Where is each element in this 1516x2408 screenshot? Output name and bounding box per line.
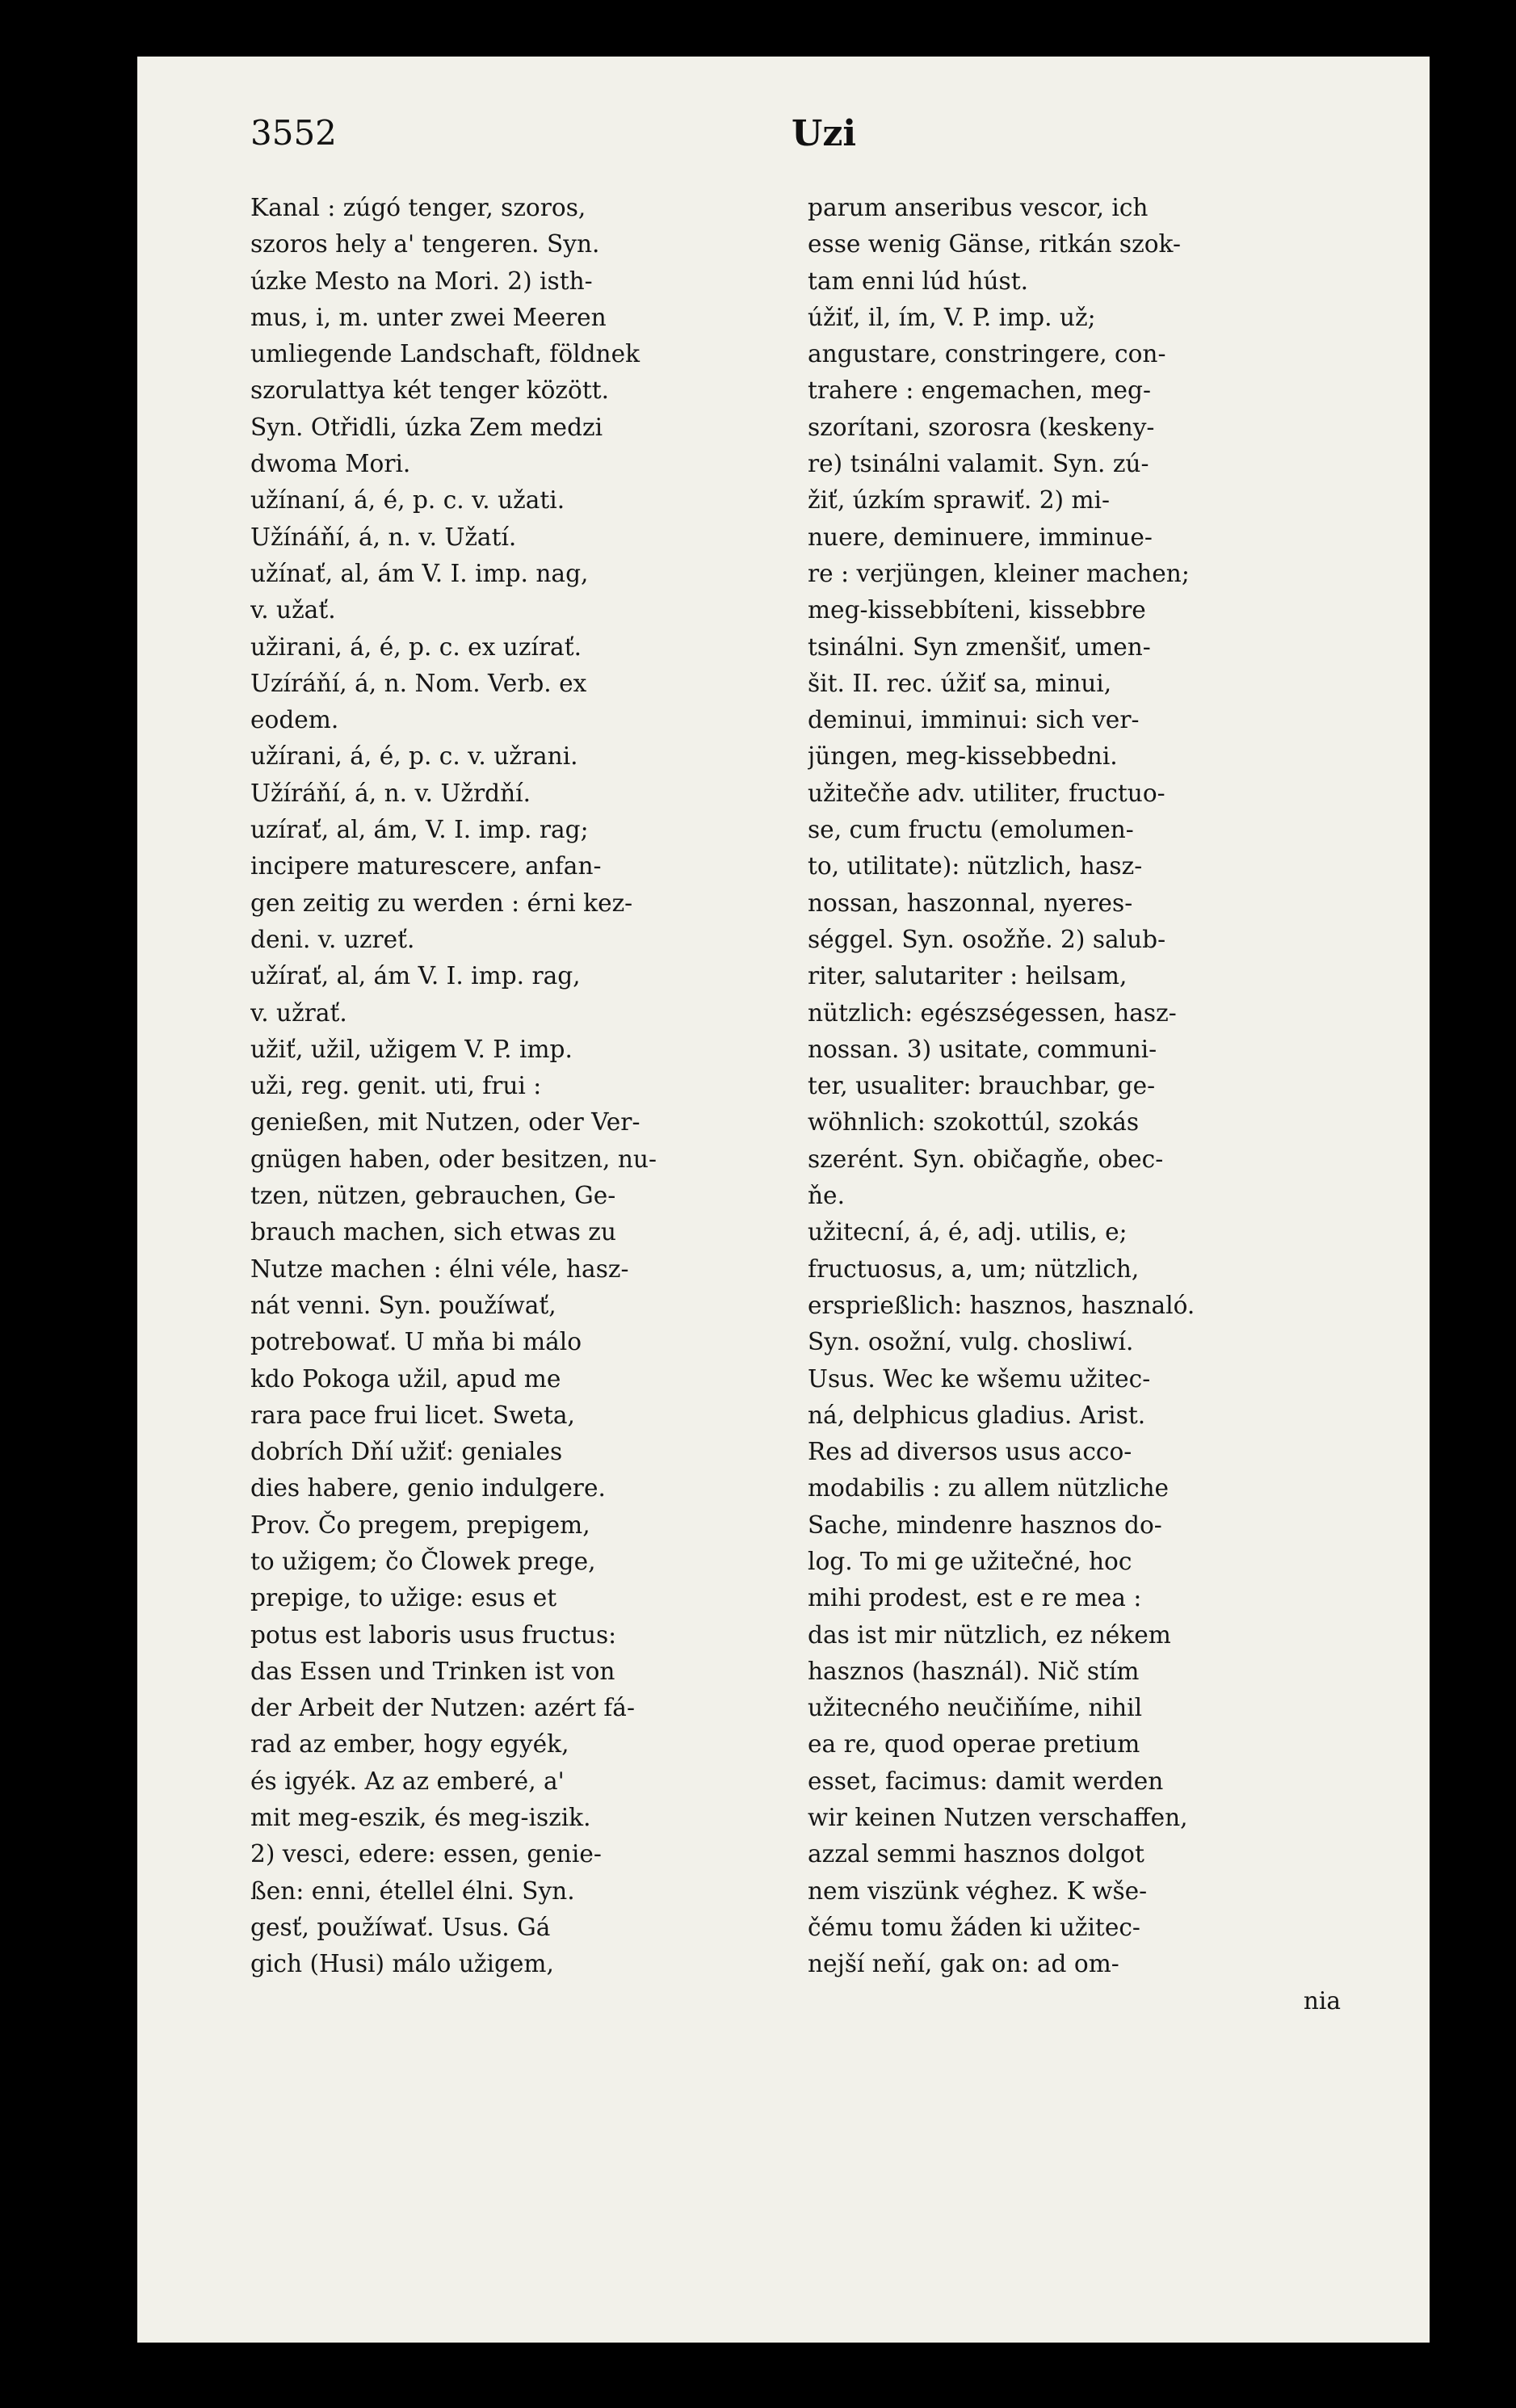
left-column-line: gesť, použíwať. Usus. Gá <box>250 1913 551 1941</box>
right-column-line: nejší neňí, gak on: ad om- <box>808 1950 1119 1978</box>
right-column-line: fructuosus, a, um; nützlich, <box>808 1254 1140 1283</box>
right-column-line: azzal semmi hasznos dolgot <box>808 1840 1144 1868</box>
left-column-line: der Arbeit der Nutzen: azért fá- <box>250 1694 635 1722</box>
left-column-line: Prov. Čo pregem, prepigem, <box>250 1511 590 1539</box>
left-column-line: Uzíráňí, á, n. Nom. Verb. ex <box>250 669 587 697</box>
left-column-line: gen zeitig zu werden : érni kez- <box>250 889 633 917</box>
right-column-line: esset, facimus: damit werden <box>808 1767 1164 1795</box>
right-column-line: mihi prodest, est e re mea : <box>808 1584 1142 1612</box>
right-column-line: šit. II. rec. úžiť sa, minui, <box>808 669 1112 697</box>
right-column-line: Syn. osožní, vulg. chosliwí. <box>808 1328 1134 1356</box>
right-column-line: ter, usualiter: brauchbar, ge- <box>808 1072 1156 1100</box>
right-column-line: hasznos (használ). Nič stím <box>808 1657 1140 1685</box>
right-column-line: meg-kissebbíteni, kissebbre <box>808 596 1146 624</box>
left-column-line: és igyék. Az az emberé, a' <box>250 1767 565 1795</box>
left-column-line: užínaní, á, é, p. c. v. užati. <box>250 486 565 515</box>
right-column-line: re : verjüngen, kleiner machen; <box>808 559 1190 587</box>
running-head <box>250 113 1317 162</box>
right-column-line: tsinálni. Syn zmenšiť, umen- <box>808 632 1151 661</box>
right-column-line: esse wenig Gänse, ritkán szok- <box>808 230 1181 258</box>
right-column-line: szerént. Syn. običagňe, obec- <box>808 1145 1164 1173</box>
right-column-line: ňe. <box>808 1182 845 1210</box>
left-column-line: potrebowať. U mňa bi málo <box>250 1328 582 1356</box>
left-column-line: genießen, mit Nutzen, oder Ver- <box>250 1108 640 1137</box>
right-column-line: re) tsinálni valamit. Syn. zú- <box>808 450 1149 478</box>
left-column-line: užiť, užil, užigem V. P. imp. <box>250 1035 573 1063</box>
right-column-line: jüngen, meg-kissebbedni. <box>808 742 1118 771</box>
left-column-line: 2) vesci, edere: essen, genie- <box>250 1840 602 1868</box>
left-column-line: potus est laboris usus fructus: <box>250 1620 617 1649</box>
right-column-line: modabilis : zu allem nützliche <box>808 1474 1170 1502</box>
right-column-line: se, cum fructu (emolumen- <box>808 816 1134 844</box>
header-word: Uzi <box>792 113 857 154</box>
left-column-line: incipere maturescere, anfan- <box>250 852 602 880</box>
left-column-line: Nutze machen : élni véle, hasz- <box>250 1254 629 1283</box>
right-column-line: log. To mi ge užitečné, hoc <box>808 1547 1132 1575</box>
left-column-line: užínať, al, ám V. I. imp. nag, <box>250 559 589 587</box>
right-column-line: nia <box>1303 1986 1341 2015</box>
right-column-line: wir keinen Nutzen verschaffen, <box>808 1804 1188 1832</box>
right-column-line: szorítani, szorosra (keskeny- <box>808 413 1155 441</box>
right-column-line: Res ad diversos usus acco- <box>808 1438 1132 1466</box>
right-column-line: deminui, imminui: sich ver- <box>808 706 1140 734</box>
right-column-line: das ist mir nützlich, ez nékem <box>808 1620 1171 1649</box>
left-column-line: gich (Husi) málo užigem, <box>250 1950 554 1978</box>
left-column-line: užírani, á, é, p. c. v. užrani. <box>250 742 578 771</box>
left-column-line: tzen, nützen, gebrauchen, Ge- <box>250 1182 616 1210</box>
left-column-line: dies habere, genio indulgere. <box>250 1474 606 1502</box>
left-column <box>250 190 783 1983</box>
right-column-line: nossan. 3) usitate, communi- <box>808 1035 1157 1063</box>
left-column-line: uži, reg. genit. uti, frui : <box>250 1072 542 1100</box>
left-column-line: szoros hely a' tengeren. Syn. <box>250 230 600 258</box>
right-column-line: nützlich: egészségessen, hasz- <box>808 998 1177 1027</box>
left-column-line: nát venni. Syn. použíwať, <box>250 1291 556 1319</box>
right-column-line: trahere : engemachen, meg- <box>808 376 1151 405</box>
left-column-line: Syn. Otřidli, úzka Zem medzi <box>250 413 603 441</box>
left-column-line: Užíráňí, á, n. v. Užrdňí. <box>250 779 531 807</box>
left-column-line: v. užať. <box>250 596 336 624</box>
right-column-line: nem viszünk véghez. K wše- <box>808 1876 1148 1905</box>
left-column-line: dobrích Dňí užiť: geniales <box>250 1438 563 1466</box>
left-column-line: brauch machen, sich etwas zu <box>250 1218 616 1246</box>
right-column-line: čému tomu žáden ki užitec- <box>808 1913 1140 1941</box>
left-column-line: ßen: enni, étellel élni. Syn. <box>250 1876 575 1905</box>
left-column-line: Kanal : zúgó tenger, szoros, <box>250 194 586 221</box>
left-column-line: v. užrať. <box>250 998 347 1027</box>
right-column-line: parum anseribus vescor, ich <box>808 194 1149 221</box>
left-column-line: deni. v. uzreť. <box>250 925 415 953</box>
right-column-line: to, utilitate): nützlich, hasz- <box>808 852 1143 880</box>
right-column-line: úžiť, il, ím, V. P. imp. už; <box>808 303 1096 331</box>
left-column-line: úzke Mesto na Mori. 2) isth- <box>250 267 593 295</box>
left-column-line: szorulattya két tenger között. <box>250 376 610 405</box>
right-column-line: ea re, quod operae pretium <box>808 1730 1140 1759</box>
left-column-line: to užigem; čo Člowek prege, <box>250 1547 596 1575</box>
right-column-line: ersprießlich: hasznos, hasznaló. <box>808 1291 1195 1319</box>
left-column-line: prepige, to užige: esus et <box>250 1584 557 1612</box>
left-column-line: kdo Pokoga užil, apud me <box>250 1364 561 1393</box>
right-column-line: užitečňe adv. utiliter, fructuo- <box>808 779 1165 807</box>
right-column-line: séggel. Syn. osožňe. 2) salub- <box>808 925 1166 953</box>
right-column-line: žiť, úzkím sprawiť. 2) mi- <box>808 486 1111 515</box>
left-column-line: užirani, á, é, p. c. ex uzírať. <box>250 632 582 661</box>
right-column-line: wöhnlich: szokottúl, szokás <box>808 1108 1140 1137</box>
right-column-line: užitecní, á, é, adj. utilis, e; <box>808 1218 1128 1246</box>
right-column-line: tam enni lúd húst. <box>808 267 1028 295</box>
left-column-line: umliegende Landschaft, földnek <box>250 340 640 368</box>
left-column-line: mit meg-eszik, és meg-iszik. <box>250 1804 591 1832</box>
left-column-line: Užínáňí, á, n. v. Užatí. <box>250 523 517 551</box>
left-column-line: eodem. <box>250 706 339 734</box>
right-column-line: Usus. Wec ke wšemu užitec- <box>808 1364 1151 1393</box>
right-column-line: nossan, haszonnal, nyeres- <box>808 889 1133 917</box>
left-column-line: gnügen haben, oder besitzen, nu- <box>250 1145 657 1173</box>
left-column-line: rara pace frui licet. Sweta, <box>250 1401 575 1429</box>
right-column-line: Sache, mindenre hasznos do- <box>808 1511 1162 1539</box>
left-column-line: uzírať, al, ám, V. I. imp. rag; <box>250 816 589 844</box>
right-column-line: užitecného neučiňíme, nihil <box>808 1694 1143 1722</box>
left-column-line: rad az ember, hogy egyék, <box>250 1730 569 1759</box>
left-column-line: dwoma Mori. <box>250 450 411 478</box>
left-column-line: užírať, al, ám V. I. imp. rag, <box>250 962 581 990</box>
right-column-line: angustare, constringere, con- <box>808 340 1166 368</box>
dictionary-page <box>137 57 1430 2343</box>
right-column <box>808 190 1341 2019</box>
page-number: 3552 <box>250 113 337 153</box>
left-column-line: mus, i, m. unter zwei Meeren <box>250 303 607 331</box>
right-column-line: nuere, deminuere, imminue- <box>808 523 1153 551</box>
left-column-line: das Essen und Trinken ist von <box>250 1657 615 1685</box>
right-column-line: ná, delphicus gladius. Arist. <box>808 1401 1146 1429</box>
right-column-line: riter, salutariter : heilsam, <box>808 962 1128 990</box>
